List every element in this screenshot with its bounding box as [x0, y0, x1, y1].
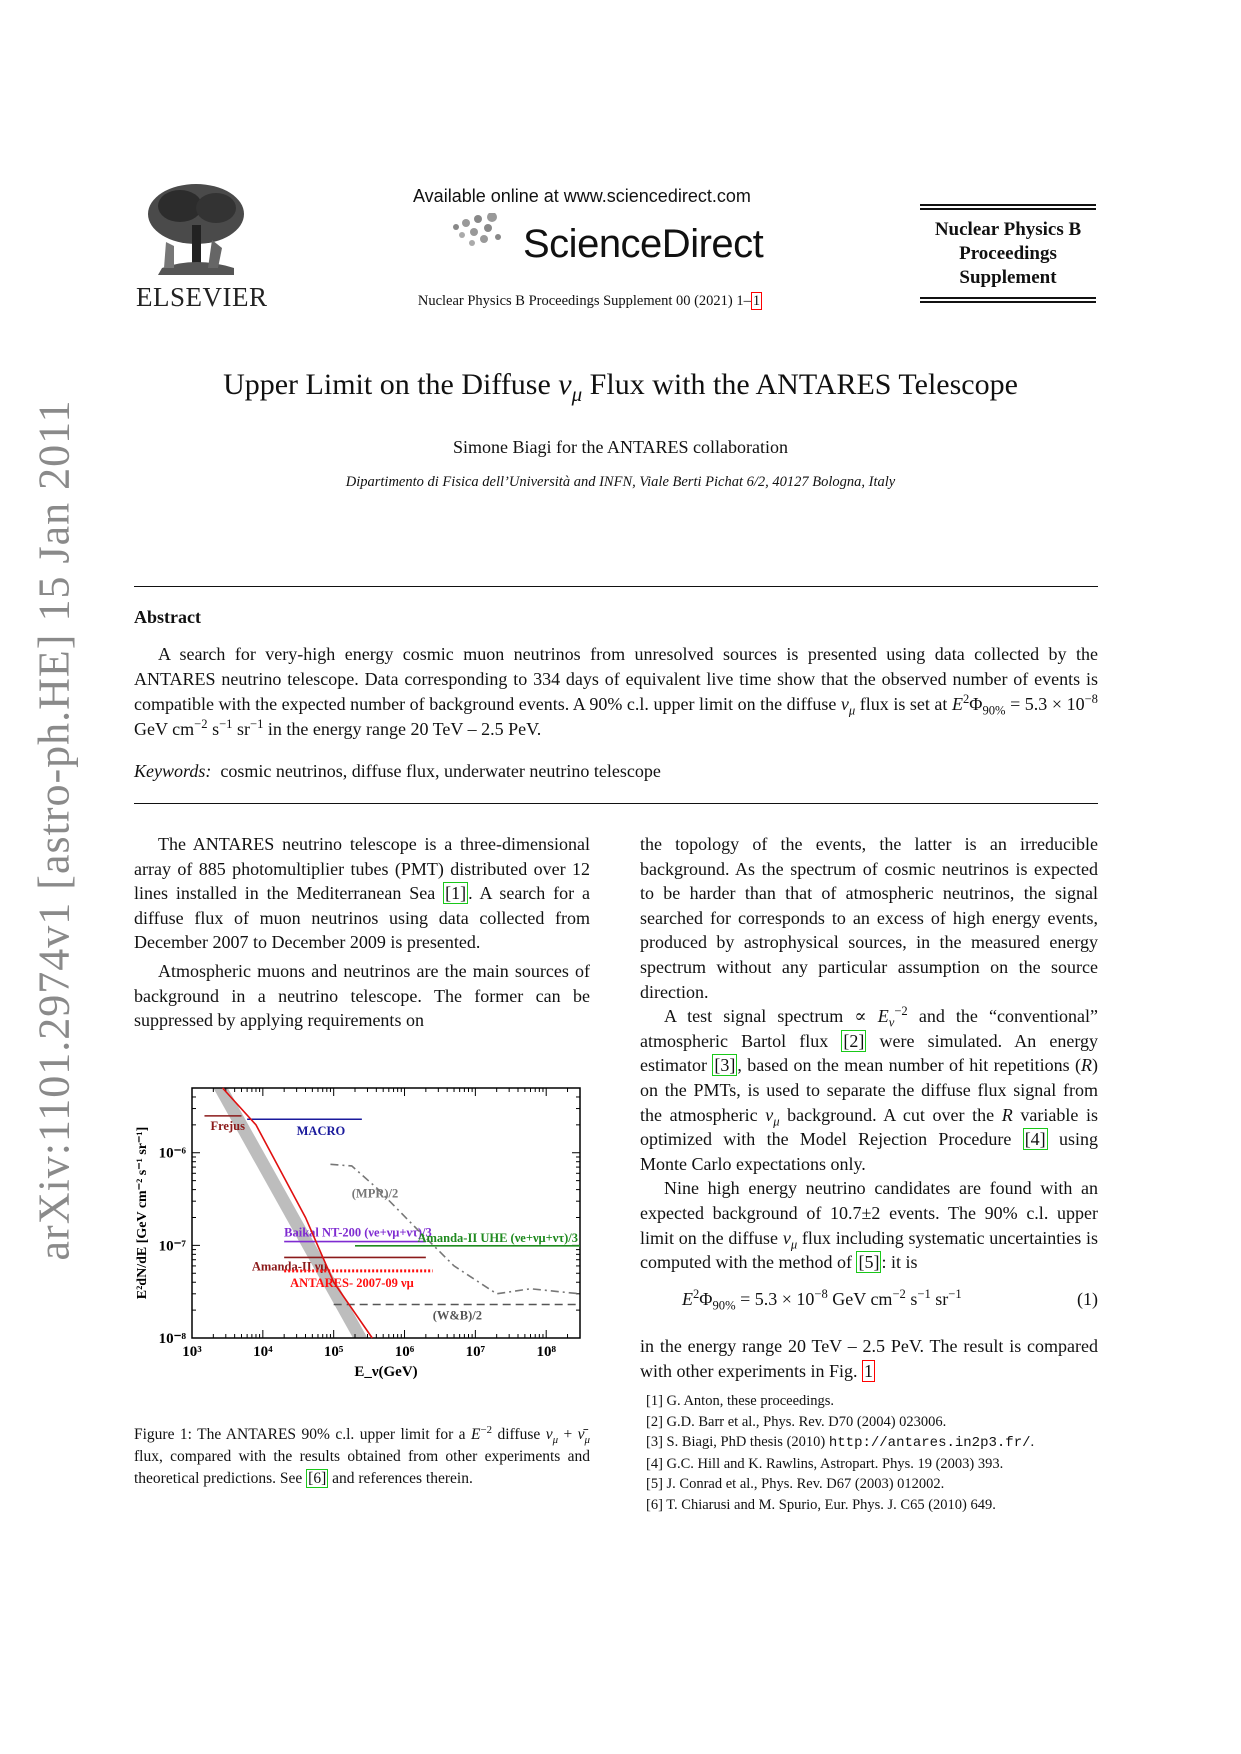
- series-label: ANTARES- 2007-09 νμ: [290, 1275, 414, 1290]
- reference-item: [2] G.D. Barr et al., Phys. Rev. D70 (2004) 023006.: [646, 1413, 947, 1430]
- references: [646, 1391, 1098, 1515]
- ref-link-2[interactable]: [2]: [843, 1030, 865, 1051]
- x-tick-label: 10⁸: [536, 1344, 556, 1360]
- series-label: Amanda-II UHE (νe+νμ+ντ)/3: [417, 1230, 578, 1245]
- affiliation: Dipartimento di Fisica dell’Università and INFN, Viale Berti Pichat 6/2, 40127 Bologna, Italy: [345, 474, 896, 490]
- ref-link-5[interactable]: [5]: [858, 1252, 880, 1273]
- ref-link-4[interactable]: [4]: [1024, 1129, 1046, 1150]
- equation-1: $E^2\Phi_{90\%} = 5.3 \times 10^{-8}$ GeV $cm^{-2}$ $s^{-1}$ $sr^{-1}$ (1): [682, 1287, 1098, 1313]
- x-tick-label: 10⁴: [253, 1344, 273, 1360]
- arxiv-stamp: [28, 399, 80, 1261]
- y-tick-label: 10⁻⁷: [158, 1238, 186, 1255]
- elsevier-tree-icon: [142, 180, 250, 275]
- paper-title: Upper Limit on the Diffuse $\nu_\mu$ Flux with the ANTARES Telescope: [223, 368, 1018, 406]
- author: Simone Biagi for the ANTARES collaboration: [452, 437, 788, 457]
- abstract-heading: Abstract: [134, 607, 201, 627]
- diffuse-flux-chart: [134, 1070, 590, 1410]
- arxiv-id: arXiv:1101.2974v1 [astro-ph.HE] 15 Jan 2011: [29, 399, 79, 1261]
- x-tick-label: 10⁶: [394, 1344, 415, 1360]
- y-axis-label: E²dN/dE [GeV cm⁻² s⁻¹ sr⁻¹]: [135, 1126, 150, 1300]
- reference-item: [6] T. Chiarusi and M. Spurio, Eur. Phys. J. C65 (2010) 649.: [646, 1496, 996, 1513]
- divider-bottom: [134, 803, 1098, 804]
- x-tick-label: 10⁷: [465, 1344, 486, 1360]
- divider-top: [134, 586, 1098, 587]
- publisher-name: ELSEVIER: [136, 282, 268, 312]
- x-tick-label: 10⁵: [323, 1344, 344, 1360]
- ref-link-3[interactable]: [3]: [714, 1055, 736, 1076]
- reference-item: [5] J. Conrad et al., Phys. Rev. D67 (2003) 012002.: [646, 1476, 945, 1492]
- reference-item: [3] S. Biagi, PhD thesis (2010) http://antares.in2p3.fr/.: [646, 1434, 1035, 1451]
- y-tick-label: 10⁻⁶: [158, 1145, 186, 1162]
- reference-item: [1] G. Anton, these proceedings.: [646, 1393, 835, 1409]
- right-column-end: in the energy range 20 TeV – 2.5 PeV. The result is compared with other experiments in Fig. 1: [640, 1336, 1098, 1381]
- ref-link-1[interactable]: [1]: [445, 883, 467, 904]
- plot-frame: [192, 1088, 580, 1338]
- keywords: Keywords: cosmic neutrinos, diffuse flux, underwater neutrino telescope: [134, 761, 661, 781]
- y-tick-label: 10⁻⁸: [158, 1331, 186, 1347]
- left-column: The ANTARES neutrino telescope is a three-dimensional array of 885 photomultiplier tubes (PMT) distributed over 12 lines installed in the Mediterranean Sea [1] . A search for a diffuse flux of muon neutrinos using data collected from December 2007 to December 2009 is presented. Atmospheric muons and neutrinos are the main sources of background in a neutrino telescope. The former can be suppressed by applying requirements on: [134, 834, 591, 1031]
- sciencedirect-dots-icon: [448, 213, 523, 263]
- abstract-text: A search for very-high energy cosmic muon neutrinos from unresolved sources is presented using data collected by the ANTARES neutrino telescope. Data corresponding to 334 days of equivalent live time show that the observed number of events is compatible with the expected number of background events. A 90% c.l. upper limit on the diffuse $\nu_\mu$ flux is set at $E^2\Phi_{90\%} = 5.3 \times 10^{-8}$ GeV $cm^{-2}$ $s^{-1}$ $sr^{-1}$ in the energy range 20 TeV – 2.5 PeV.: [134, 644, 1098, 739]
- last-page-link[interactable]: 1: [752, 293, 761, 309]
- series-label: MACRO: [296, 1124, 346, 1139]
- x-axis-label: E_ν(GeV): [354, 1364, 418, 1380]
- series-label: Frejus: [210, 1118, 245, 1133]
- journal-line: Nuclear Physics B Proceedings Supplement 00 (2021) 1– 1: [417, 293, 761, 309]
- series-label: Baikal NT-200 (νe+νμ+ντ)/3: [284, 1225, 432, 1240]
- right-column: the topology of the events, the latter is an irreducible background. As the spectrum of cosmic neutrinos is expected to be harder than that of atmospheric neutrinos, the signal searched for corresponds to an excess of high energy events, produced by astrophysical sources, in the measured energy spectrum without any particular assumption on the source direction. A test signal spectrum ∝ $E_\nu^{-2}$ and the “conventional” atmospheric Bartol flux [2] were simulated. An energy estimator [3] , based on the mean number of hit repetitions (R) on the PMTs, is used to separate the diffuse flux signal from the atmospheric $\nu_\mu$ background. A cut over the R variable is optimized with the Model Rejection Procedure [4] using Monte Carlo expectations only. Nine high energy neutrino candidates are found with an expected background of 10.7±2 events. The 90% c.l. upper limit on the diffuse $\nu_\mu$ flux including systematic uncertainties is computed with the method of [5] : it is: [640, 834, 1099, 1273]
- ref3-url[interactable]: http://antares.in2p3.fr/: [828, 1435, 1031, 1451]
- fig-link-1[interactable]: 1: [863, 1360, 873, 1381]
- reference-item: [4] G.C. Hill and K. Rawlins, Astropart. Phys. 19 (2003) 393.: [646, 1455, 1004, 1472]
- x-tick-label: 10³: [182, 1344, 202, 1360]
- series-label: Amanda-II νμ: [251, 1259, 328, 1274]
- journal-box: Nuclear Physics B Proceedings Supplement: [920, 202, 1096, 305]
- ref-link-6-caption[interactable]: [6]: [308, 1470, 327, 1487]
- series-label: (W&B)/2: [432, 1308, 483, 1323]
- series-label: (MPR)/2: [351, 1186, 399, 1201]
- available-online: Available online at www.sciencedirect.com: [413, 186, 751, 206]
- elsevier-logo: [136, 180, 268, 313]
- sciencedirect-brand: ScienceDirect: [523, 222, 764, 266]
- figure-caption: Figure 1: The ANTARES 90% c.l. upper limit for a $E^{-2}$ diffuse $\nu_\mu$ + $\nū_\mu$ flux, compared with the results obtained from other experiments and theoretical predictions. See [6] and references therein.: [134, 1423, 590, 1487]
